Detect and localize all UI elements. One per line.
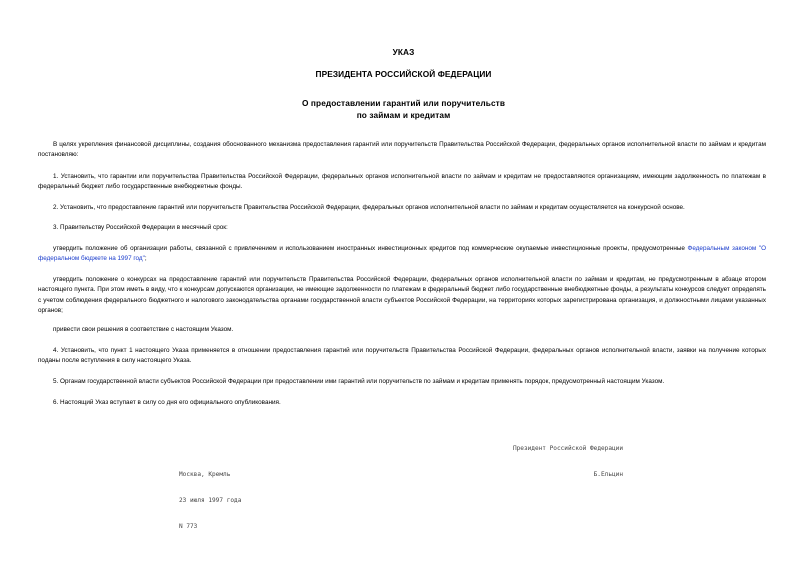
paragraph-6: 6. Настоящий Указ вступает в силу со дня его официального опубликования. [53,399,281,406]
document-number: N 773 [179,522,198,530]
signing-date: 23 июля 1997 года [179,496,242,504]
signature-name: Б.Ельцин [593,470,623,478]
intro-paragraph: В целях укрепления финансовой дисциплины, создания обоснованного механизма предоставления гарантий или поручительств Правительства Российской Федерации, федеральных органов исполнительной власти по займам и кредитам постановляю: [38,141,766,159]
paragraph-3c: привести свои решения в соответствие с настоящим Указом. [53,326,234,333]
paragraph-3a-text: утвердить положение об организации работы, связанной с привлечением и использованием иностранных инвестиционных кредитов под коммерческие окупаемые инвестиционные проекты, предусмотренные [53,245,688,252]
paragraph-3: 3. Правительству Российской Федерации в месячный срок: [53,224,228,231]
paragraph-3b: утвердить положение о конкурсах на предоставление гарантий или поручительств Правительства Российской Федерации, федеральных органов исполнительной власти по займам и кредитам, не предусмотренным в абзаце втором настоящего пункта. При этом иметь в виду, что к конкурсам допускаются организации, не имеющие задолженности по платежам в федеральный бюджет либо государственные внебюджетные фонды, а результаты конкурсов следует определять с учетом соблюдения федерального бюджетного и налогового законодательства органами государственной власти субъектов Российской Федерации, на территориях которых зарегистрирована организация, и должностными лицами указанных органов; [38,276,766,315]
issuer-title: ПРЕЗИДЕНТА РОССИЙСКОЙ ФЕДЕРАЦИИ [315,69,492,79]
paragraph-1: 1. Установить, что гарантии или поручительства Правительства Российской Федерации, федеральных органов исполнительной власти по займам и кредитам не предоставляются организациям, имеющим задолженность по платежам в федеральный бюджет либо государственные внебюджетные фонды. [38,173,766,191]
document-type-title: УКАЗ [392,47,415,57]
subject-line-2: по займам и кредитам [356,109,451,120]
place-date-block [179,454,241,549]
subject-line-1: О предоставлении гарантий или поручительств [301,98,506,108]
signature-block [0,428,623,497]
paragraph-3a-end: ; [144,255,147,263]
document-subject-title [0,98,807,121]
paragraph-4: 4. Установить, что пункт 1 настоящего Указа применяется в отношении предоставления гарантий или поручительств Правительства Российской Федерации, федеральных органов исполнительной власти, заявки на получение которых поданы после вступления в силу настоящего Указа. [38,347,766,365]
paragraph-5: 5. Органам государственной власти субъектов Российской Федерации при предоставлении ими гарантий или поручительств по займам и кредитам применять порядок, предусмотренный настоящим Указом. [53,378,665,385]
signature-position: Президент Российской Федерации [512,445,623,453]
signing-place: Москва, Кремль [179,471,231,479]
federal-law-link[interactable]: Федеральным законом "О федеральном бюджете на 1997 год" [38,245,767,263]
paragraph-2: 2. Установить, что предоставление гарантий или поручительств Правительства Российской Федерации, федеральных органов исполнительной власти по займам и кредитам осуществляется на конкурсной основе. [53,204,685,211]
paragraph-3a [38,244,766,265]
